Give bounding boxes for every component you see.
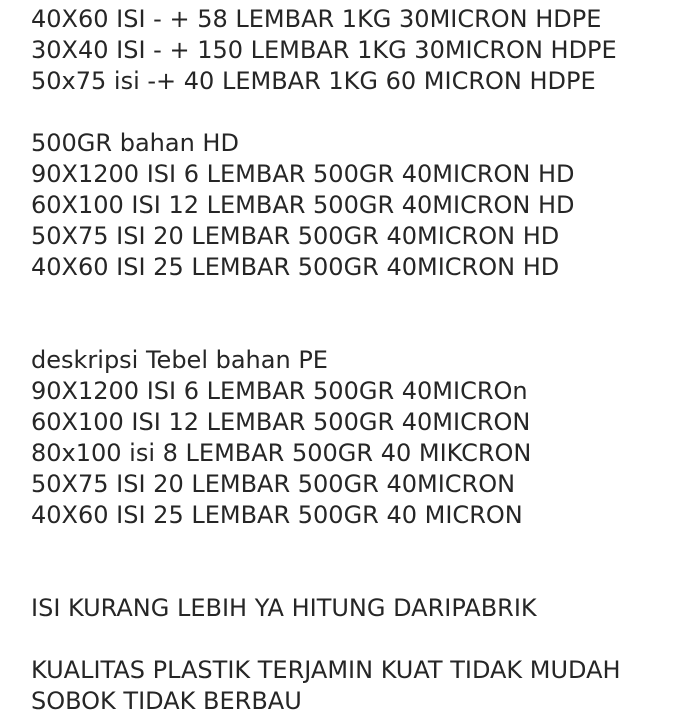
text-line: 60X100 ISI 12 LEMBAR 500GR 40MICRON: [31, 408, 531, 436]
text-line: 90X1200 ISI 6 LEMBAR 500GR 40MICROn: [31, 377, 528, 405]
text-line: 90X1200 ISI 6 LEMBAR 500GR 40MICRON HD: [31, 160, 575, 188]
text-line: 40X60 ISI - + 58 LEMBAR 1KG 30MICRON HDPE: [31, 5, 602, 33]
blank-line: [31, 283, 700, 314]
blank-line: [31, 562, 700, 593]
blank-line: [31, 314, 700, 345]
text-line: 40X60 ISI 25 LEMBAR 500GR 40MICRON HD: [31, 253, 560, 281]
text-line: 50X75 ISI 20 LEMBAR 500GR 40MICRON HD: [31, 222, 560, 250]
product-description: [31, 4, 700, 717]
text-line: 30X40 ISI - + 150 LEMBAR 1KG 30MICRON HDPE: [31, 36, 617, 64]
text-line: 80x100 isi 8 LEMBAR 500GR 40 MIKCRON: [31, 439, 532, 467]
section-heading: deskripsi Tebel bahan PE: [31, 346, 328, 374]
blank-line: [31, 531, 700, 562]
text-line: KUALITAS PLASTIK TERJAMIN KUAT TIDAK MUDAH: [31, 656, 621, 684]
text-line: 40X60 ISI 25 LEMBAR 500GR 40 MICRON: [31, 501, 523, 529]
blank-line: [31, 624, 700, 655]
text-line: SOBOK TIDAK BERBAU: [31, 687, 302, 715]
text-line: 50x75 isi -+ 40 LEMBAR 1KG 60 MICRON HDPE: [31, 67, 596, 95]
text-line: ISI KURANG LEBIH YA HITUNG DARIPABRIK: [31, 594, 537, 622]
blank-line: [31, 97, 700, 128]
text-line: 60X100 ISI 12 LEMBAR 500GR 40MICRON HD: [31, 191, 575, 219]
section-heading: 500GR bahan HD: [31, 129, 239, 157]
text-line: 50X75 ISI 20 LEMBAR 500GR 40MICRON: [31, 470, 516, 498]
